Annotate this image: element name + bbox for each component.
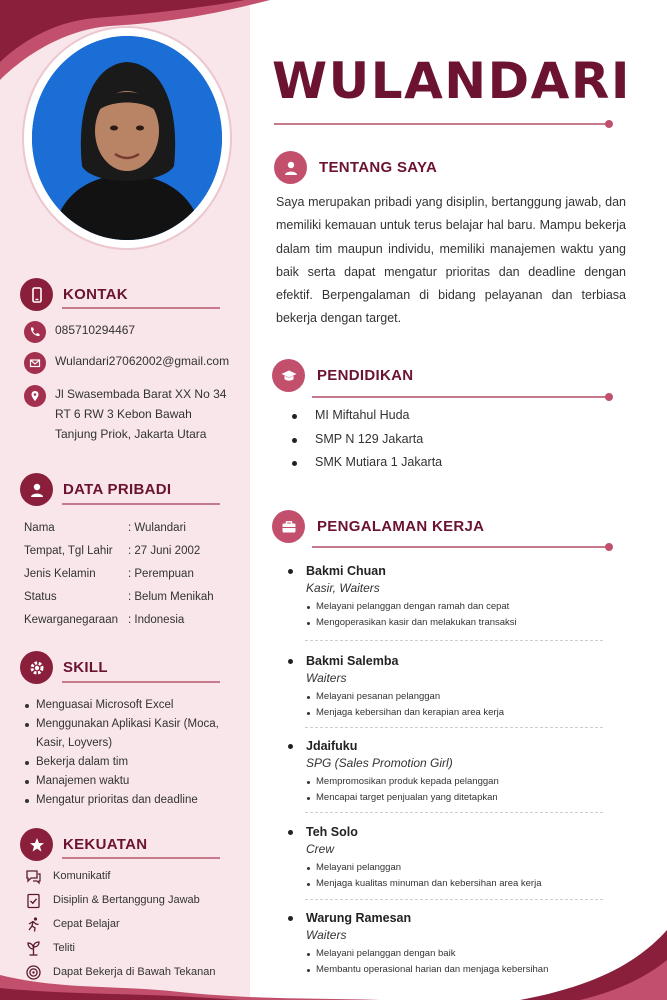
divider-dot	[605, 543, 613, 551]
skill-title: SKILL	[63, 659, 108, 676]
strength-item	[24, 867, 110, 885]
strength-label: Cepat Belajar	[53, 918, 120, 930]
job-company: Bakmi Salemba	[288, 653, 604, 670]
personal-label: Tempat, Tgl Lahir	[24, 544, 113, 557]
personal-row	[24, 539, 214, 562]
skill-item: Mengatur prioritas dan deadline	[24, 791, 234, 810]
job-entry	[288, 563, 604, 631]
experience-section-header	[272, 510, 484, 543]
person-icon	[20, 473, 53, 506]
address-line: Tanjung Priok, Jakarta Utara	[55, 427, 207, 441]
about-title: TENTANG SAYA	[319, 159, 438, 176]
contact-title: KONTAK	[63, 286, 128, 303]
skill-item: Bekerja dalam tim	[24, 753, 234, 772]
job-divider	[305, 812, 603, 813]
briefcase-icon	[272, 510, 305, 543]
strength-item	[24, 891, 200, 909]
strength-item	[24, 939, 75, 957]
education-divider	[312, 396, 608, 398]
job-task: Melayani pelanggan dengan baik	[306, 946, 604, 962]
job-company: Teh Solo	[288, 824, 604, 841]
personal-row	[24, 585, 214, 608]
education-item: SMP N 129 Jakarta	[290, 428, 442, 452]
clipboard-check-icon	[24, 891, 42, 909]
contact-phone	[24, 321, 135, 343]
star-icon	[20, 828, 53, 861]
location-pin-icon	[24, 385, 46, 407]
personal-value: : Wulandari	[128, 521, 186, 534]
phone-icon	[24, 321, 46, 343]
personal-divider	[62, 503, 220, 505]
job-tasks	[288, 860, 604, 892]
strength-item	[24, 963, 215, 981]
contact-email	[24, 352, 229, 374]
personal-value: : Indonesia	[128, 613, 185, 626]
job-task: Menjaga kebersihan dan kerapian area kerja	[306, 705, 604, 721]
job-tasks	[288, 946, 604, 978]
skill-list	[24, 696, 234, 810]
strength-label: Teliti	[53, 942, 76, 954]
job-company: Warung Ramesan	[288, 910, 604, 927]
personal-data-table	[24, 516, 214, 631]
divider-dot	[605, 393, 613, 401]
education-item: SMK Mutiara 1 Jakarta	[290, 451, 442, 475]
job-role: Waiters	[306, 671, 347, 685]
chat-icon	[24, 867, 42, 885]
target-icon	[24, 963, 42, 981]
skill-item: Menggunakan Aplikasi Kasir (Moca, Kasir, Loyvers)	[24, 715, 234, 753]
job-task: Melayani pelanggan dengan ramah dan cepat	[306, 599, 604, 615]
personal-section-header	[20, 473, 171, 506]
address-block	[55, 384, 226, 444]
job-tasks	[288, 689, 604, 721]
personal-label: Jenis Kelamin	[24, 567, 96, 580]
phone-card-icon	[20, 278, 53, 311]
job-divider	[305, 727, 603, 728]
personal-label: Nama	[24, 521, 55, 534]
personal-row	[24, 516, 214, 539]
address-line: Jl Swasembada Barat XX No 34	[55, 387, 227, 401]
skill-item: Menguasai Microsoft Excel	[24, 696, 234, 715]
contact-divider	[62, 307, 220, 309]
job-task: Mencapai target penjualan yang ditetapkan	[306, 790, 604, 806]
experience-title: PENGALAMAN KERJA	[317, 518, 485, 535]
graduation-cap-icon	[272, 359, 305, 392]
education-title: PENDIDIKAN	[317, 367, 414, 384]
skill-item: Manajemen waktu	[24, 772, 234, 791]
resume-name: WULANDARI	[272, 52, 631, 110]
job-company: Bakmi Chuan	[288, 563, 604, 580]
job-task: Mempromosikan produk kepada pelanggan	[306, 774, 604, 790]
job-company: Jdaifuku	[288, 738, 604, 755]
phone-number: 085710294467	[55, 323, 136, 337]
job-entry	[288, 910, 604, 978]
job-role: Crew	[306, 842, 335, 856]
contact-address	[24, 385, 226, 444]
skill-divider	[62, 681, 220, 683]
education-section-header	[272, 359, 413, 392]
job-entry	[288, 824, 604, 892]
divider-dot	[605, 120, 613, 128]
job-task: Membantu operasional harian dan menjaga kebersihan	[306, 962, 604, 978]
job-role: SPG (Sales Promotion Girl)	[306, 756, 453, 770]
job-task: Melayani pesanan pelanggan	[306, 689, 604, 705]
job-entry	[288, 738, 604, 806]
about-section-header	[274, 151, 437, 184]
profile-photo	[32, 36, 222, 240]
personal-label: Kewarganegaraan	[24, 613, 118, 626]
personal-value: : 27 Juni 2002	[128, 544, 201, 557]
personal-value: : Belum Menikah	[128, 590, 214, 603]
personal-row	[24, 608, 214, 631]
personal-title: DATA PRIBADI	[63, 481, 172, 498]
job-divider	[305, 899, 603, 900]
job-divider	[305, 640, 603, 641]
experience-divider	[312, 546, 608, 548]
strengths-title: KEKUATAN	[63, 836, 148, 853]
job-tasks	[288, 599, 604, 631]
job-entry	[288, 653, 604, 721]
skill-section-header	[20, 651, 108, 684]
name-divider	[274, 123, 608, 125]
address-line: RT 6 RW 3 Kebon Bawah	[55, 407, 192, 421]
job-role: Kasir, Waiters	[306, 581, 380, 595]
about-text: Saya merupakan pribadi yang disiplin, bertanggung jawab, dan memiliki kemauan untuk terus belajar hal baru. Mampu bekerja dalam tim maupun individu, memiliki manajemen waktu yang baik serta dapat mengatur prioritas dan deadline dengan efektif. Berpengalaman di bidang pelayanan dan terbiasa bekerja dengan target.	[276, 195, 626, 326]
email-address: Wulandari27062002@gmail.com	[55, 354, 230, 368]
strength-label: Komunikatif	[53, 870, 111, 882]
job-task: Melayani pelanggan	[306, 860, 604, 876]
personal-label: Status	[24, 590, 57, 603]
gear-icon	[20, 651, 53, 684]
personal-row	[24, 562, 214, 585]
strength-item	[24, 915, 120, 933]
education-list	[290, 404, 442, 475]
email-icon	[24, 352, 46, 374]
personal-value: : Perempuan	[128, 567, 194, 580]
education-item: MI Miftahul Huda	[290, 404, 442, 428]
strength-label: Disiplin & Bertanggung Jawab	[53, 894, 200, 906]
strength-label: Dapat Bekerja di Bawah Tekanan	[53, 966, 216, 978]
plant-icon	[24, 939, 42, 957]
job-role: Waiters	[306, 928, 347, 942]
strengths-divider	[62, 857, 220, 859]
person-icon	[274, 151, 307, 184]
job-task: Menjaga kualitas minuman dan kebersihan area kerja	[306, 876, 604, 892]
running-icon	[24, 915, 42, 933]
job-task: Mengoperasikan kasir dan melakukan transaksi	[306, 615, 604, 631]
job-tasks	[288, 774, 604, 806]
